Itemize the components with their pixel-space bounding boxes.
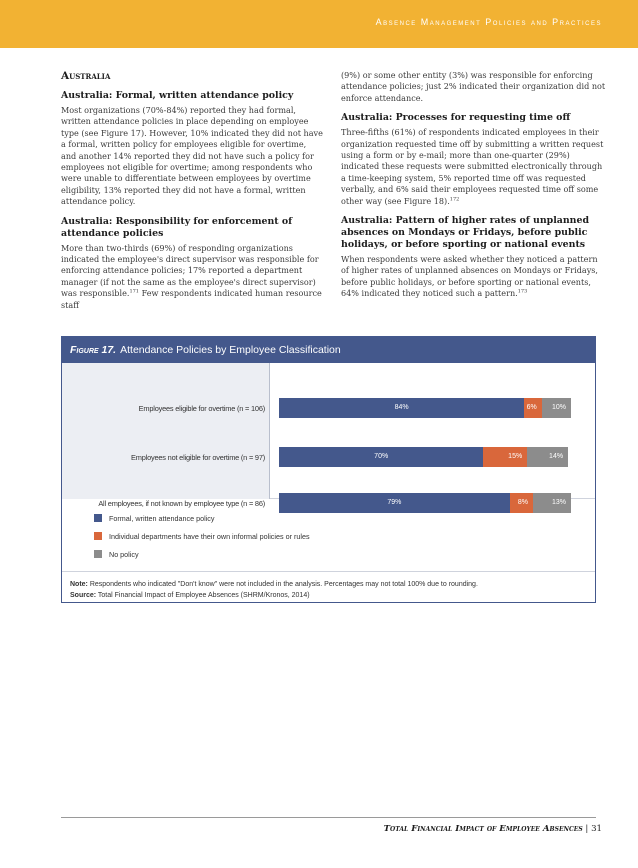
bar-segment — [527, 447, 568, 467]
left-column — [61, 70, 323, 319]
figure-notes — [62, 571, 595, 601]
section-title: Australia — [61, 70, 111, 82]
data-label: 13% — [551, 499, 566, 506]
paragraph-enforcement: More than two-thirds (69%) of responding organizations indicated the employee's direct supervisor was responsible for enforcing attendance policies; 17% reported a department manager (if not the same as the employee's direct supervisor) was responsible.$^{171}$ Few respondents indicated human resource staff — [61, 242, 322, 310]
footer-divider — [61, 817, 596, 818]
legend-label: Individual departments have their own informal policies or rules — [109, 531, 310, 541]
paragraph-formal-policy: Most organizations (70%-84%) reported they had formal, written attendance policies in place depending on employee type (see Figure 17). However, 10% indicated they did not have a formal, written policy for employees eligible for overtime, and another 14% reported they did not have such a policy for employees not eligible for overtime; among respondents who were unable to differentiate between employees by overtime eligibility, 13% reported they did not have a formal, written attendance policy. — [61, 105, 323, 207]
data-label: 15% — [508, 453, 523, 460]
footnote-ref: 172 — [449, 195, 460, 202]
data-label: 14% — [549, 453, 564, 460]
heading-time-off: Australia: Processes for requesting time off — [341, 112, 571, 124]
running-title: Absence Management Policies and Practices — [375, 17, 602, 27]
data-label: 8% — [517, 499, 529, 506]
paragraph-time-off: Three-fifths (61%) of respondents indicated employees in their organization requested time off by submitting a written request using a form or by e-mail; more than one-quarter (29%) indicated these requests were submitted electronically through a time-keeping system, 5% reported time off was requested verbally, and 6% said their employees requested time off some other way (see Figure 18).$^{172}$ — [341, 127, 604, 206]
legend-swatch — [94, 532, 102, 540]
continuation-text: Few respondents indicated human resource staff — [61, 288, 322, 310]
figure-header — [62, 337, 595, 363]
figure-title: Attendance Policies by Employee Classification — [120, 344, 341, 356]
header-bar — [0, 0, 638, 48]
bar-segment — [279, 398, 524, 418]
bar-row — [279, 447, 568, 467]
heading-absence-pattern: Australia: Pattern of higher rates of unplanned absences on Mondays or Fridays, before public holidays, or before sporting or national events — [341, 215, 589, 251]
data-label: 79% — [387, 499, 402, 506]
figure-source: Source: Total Financial Impact of Employee Absences (SHRM/Kronos, 2014) — [70, 592, 310, 599]
bar-segment — [524, 398, 542, 418]
category-label-panel — [62, 363, 270, 499]
footer-separator: | — [585, 824, 589, 834]
page-number: 31 — [591, 824, 602, 834]
category-label: Employees not eligible for overtime (n = 97) — [131, 453, 265, 462]
bar-segment — [279, 447, 483, 467]
data-label: 10% — [551, 404, 566, 411]
bar-segment — [483, 447, 527, 467]
legend-item — [94, 545, 595, 563]
figure-note: Note: Respondents who indicated "Don't know" were not included in the analysis. Percentages may not total 100% due to rounding. — [70, 581, 478, 588]
lead-paragraph: (9%) or some other entity (3%) was responsible for enforcing attendance policies; just 2% indicated their organization did not enforce attendance. — [341, 70, 606, 103]
category-label: Employees eligible for overtime (n = 106) — [138, 404, 265, 413]
bar-row — [279, 398, 571, 418]
chart-legend — [62, 499, 595, 571]
legend-swatch — [94, 514, 102, 522]
legend-item — [94, 527, 595, 545]
legend-label: Formal, written attendance policy — [109, 513, 215, 523]
legend-item — [94, 509, 595, 527]
data-label: 84% — [394, 404, 409, 411]
stacked-bar-chart — [62, 363, 595, 508]
footnote-ref: 171 — [129, 288, 139, 295]
category-label: All employees, if not known by employee type (n = 86) — [98, 499, 265, 508]
paragraph-absence-pattern: When respondents were asked whether they noticed a pattern of higher rates of unplanned absences on Mondays or Fridays, before public holidays, or before sporting or national events, 64% indicated they noticed such a pattern.$^{173}$ — [341, 254, 599, 299]
legend-label: No policy — [109, 549, 139, 559]
data-label: 70% — [374, 453, 389, 460]
heading-formal-policy: Australia: Formal, written attendance policy — [61, 90, 294, 101]
bar-segment — [542, 398, 571, 418]
figure-label: Figure 17. — [70, 344, 117, 356]
figure-17 — [61, 336, 596, 603]
legend-swatch — [94, 550, 102, 558]
right-column — [341, 70, 606, 308]
footer-title: Total Financial Impact of Employee Absences — [383, 824, 583, 834]
heading-enforcement: Australia: Responsibility for enforcement of attendance policies — [61, 215, 293, 239]
data-label: 6% — [526, 404, 537, 411]
footnote-ref: 173 — [517, 288, 528, 295]
page-footer — [384, 824, 602, 834]
